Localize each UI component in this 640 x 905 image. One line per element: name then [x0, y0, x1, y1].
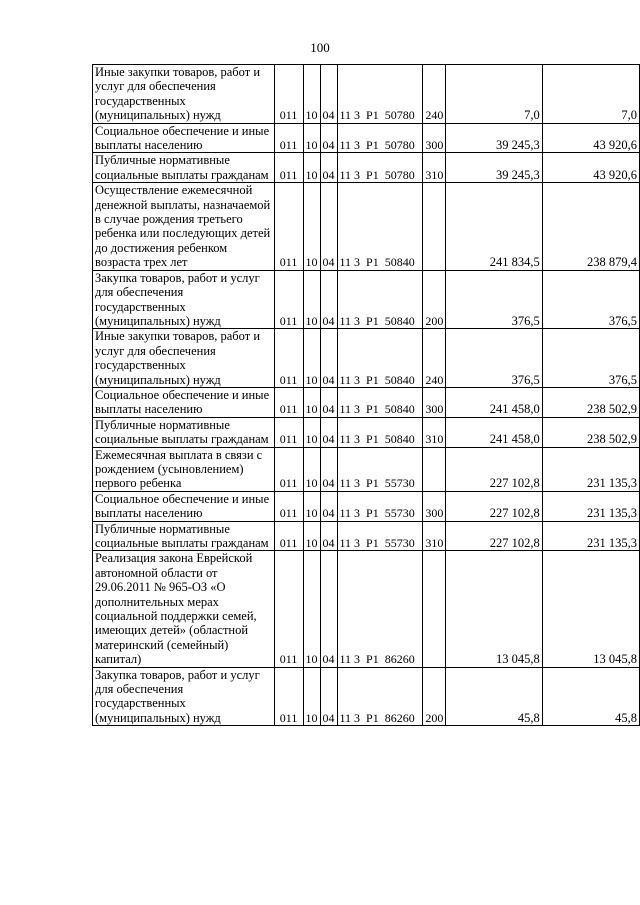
row-sum-year-1: 45,8	[446, 667, 542, 726]
row-target-article-code: 11 3 Р1 50780	[337, 153, 423, 183]
row-section-code: 10	[303, 270, 320, 329]
row-admin-code: 011	[274, 417, 303, 447]
row-expense-type-code: 300	[423, 491, 446, 521]
row-sum-year-2: 238 879,4	[542, 183, 639, 270]
row-sum-year-2: 43 920,6	[542, 153, 639, 183]
row-target-article-code: 11 3 Р1 50840	[337, 387, 423, 417]
row-admin-code: 011	[274, 387, 303, 417]
table-row	[93, 123, 640, 153]
row-name: Осуществление ежемесячной денежной выплаты, назначаемой в случае рождения третьего ребенка или последующих детей до достижения ребенком возраста трех лет	[93, 183, 275, 270]
row-sum-year-1: 227 102,8	[446, 521, 542, 551]
row-section-code: 10	[303, 329, 320, 388]
row-target-article-code: 11 3 Р1 55730	[337, 447, 423, 491]
row-admin-code: 011	[274, 329, 303, 388]
table-row	[93, 447, 640, 491]
row-section-code: 10	[303, 123, 320, 153]
row-subsection-code: 04	[320, 491, 337, 521]
row-section-code: 10	[303, 521, 320, 551]
row-admin-code: 011	[274, 270, 303, 329]
row-name: Закупка товаров, работ и услуг для обеспечения государственных (муниципальных) нужд	[93, 270, 275, 329]
row-subsection-code: 04	[320, 123, 337, 153]
row-target-article-code: 11 3 Р1 55730	[337, 491, 423, 521]
row-admin-code: 011	[274, 123, 303, 153]
row-expense-type-code: 300	[423, 387, 446, 417]
table-row	[93, 153, 640, 183]
table-row	[93, 329, 640, 388]
row-sum-year-1: 13 045,8	[446, 551, 542, 667]
row-name: Социальное обеспечение и иные выплаты населению	[93, 387, 275, 417]
row-section-code: 10	[303, 667, 320, 726]
row-sum-year-1: 376,5	[446, 329, 542, 388]
row-sum-year-1: 227 102,8	[446, 447, 542, 491]
row-sum-year-2: 231 135,3	[542, 521, 639, 551]
row-expense-type-code: 240	[423, 329, 446, 388]
row-expense-type-code	[423, 447, 446, 491]
row-name: Социальное обеспечение и иные выплаты населению	[93, 123, 275, 153]
row-name: Публичные нормативные социальные выплаты гражданам	[93, 417, 275, 447]
row-name: Закупка товаров, работ и услуг для обеспечения государственных (муниципальных) нужд	[93, 667, 275, 726]
row-expense-type-code: 310	[423, 521, 446, 551]
table-row	[93, 387, 640, 417]
row-name: Публичные нормативные социальные выплаты гражданам	[93, 521, 275, 551]
row-sum-year-2: 13 045,8	[542, 551, 639, 667]
row-expense-type-code: 300	[423, 123, 446, 153]
table-row	[93, 417, 640, 447]
budget-table	[92, 64, 640, 726]
row-subsection-code: 04	[320, 329, 337, 388]
row-name: Публичные нормативные социальные выплаты гражданам	[93, 153, 275, 183]
row-sum-year-2: 45,8	[542, 667, 639, 726]
row-admin-code: 011	[274, 521, 303, 551]
row-subsection-code: 04	[320, 387, 337, 417]
row-expense-type-code: 200	[423, 667, 446, 726]
row-admin-code: 011	[274, 153, 303, 183]
table-row	[93, 491, 640, 521]
row-expense-type-code: 310	[423, 153, 446, 183]
table-row	[93, 551, 640, 667]
row-name: Социальное обеспечение и иные выплаты населению	[93, 491, 275, 521]
row-subsection-code: 04	[320, 183, 337, 270]
row-sum-year-2: 231 135,3	[542, 491, 639, 521]
page-number: 100	[310, 40, 330, 55]
row-sum-year-1: 376,5	[446, 270, 542, 329]
table-row	[93, 270, 640, 329]
row-sum-year-2: 238 502,9	[542, 417, 639, 447]
row-admin-code: 011	[274, 667, 303, 726]
row-subsection-code: 04	[320, 417, 337, 447]
row-target-article-code: 11 3 Р1 55730	[337, 521, 423, 551]
table-row	[93, 65, 640, 124]
row-section-code: 10	[303, 491, 320, 521]
row-admin-code: 011	[274, 183, 303, 270]
row-subsection-code: 04	[320, 65, 337, 124]
table-row	[93, 667, 640, 726]
row-expense-type-code	[423, 551, 446, 667]
row-target-article-code: 11 3 Р1 50840	[337, 183, 423, 270]
row-sum-year-1: 227 102,8	[446, 491, 542, 521]
row-section-code: 10	[303, 447, 320, 491]
row-admin-code: 011	[274, 447, 303, 491]
row-name: Иные закупки товаров, работ и услуг для обеспечения государственных (муниципальных) нужд	[93, 65, 275, 124]
row-subsection-code: 04	[320, 447, 337, 491]
row-expense-type-code: 310	[423, 417, 446, 447]
row-subsection-code: 04	[320, 551, 337, 667]
row-expense-type-code	[423, 183, 446, 270]
row-target-article-code: 11 3 Р1 50840	[337, 329, 423, 388]
row-target-article-code: 11 3 Р1 50780	[337, 65, 423, 124]
row-sum-year-2: 376,5	[542, 329, 639, 388]
row-target-article-code: 11 3 Р1 50840	[337, 270, 423, 329]
row-sum-year-1: 39 245,3	[446, 123, 542, 153]
row-sum-year-1: 241 834,5	[446, 183, 542, 270]
row-sum-year-1: 39 245,3	[446, 153, 542, 183]
row-admin-code: 011	[274, 551, 303, 667]
row-admin-code: 011	[274, 491, 303, 521]
row-name: Ежемесячная выплата в связи с рождением (усыновлением) первого ребенка	[93, 447, 275, 491]
table-row	[93, 183, 640, 270]
row-subsection-code: 04	[320, 153, 337, 183]
row-sum-year-2: 43 920,6	[542, 123, 639, 153]
row-target-article-code: 11 3 Р1 50780	[337, 123, 423, 153]
row-expense-type-code: 240	[423, 65, 446, 124]
row-sum-year-2: 238 502,9	[542, 387, 639, 417]
row-section-code: 10	[303, 417, 320, 447]
row-target-article-code: 11 3 Р1 86260	[337, 667, 423, 726]
row-section-code: 10	[303, 183, 320, 270]
row-sum-year-2: 7,0	[542, 65, 639, 124]
row-section-code: 10	[303, 65, 320, 124]
row-subsection-code: 04	[320, 667, 337, 726]
row-subsection-code: 04	[320, 270, 337, 329]
row-sum-year-2: 376,5	[542, 270, 639, 329]
row-name: Реализация закона Еврейской автономной области от 29.06.2011 № 965-ОЗ «О дополнительных мерах социальной поддержки семей, имеющих детей» (областной материнский (семейный) капитал)	[93, 551, 275, 667]
row-subsection-code: 04	[320, 521, 337, 551]
row-sum-year-1: 241 458,0	[446, 387, 542, 417]
row-target-article-code: 11 3 Р1 86260	[337, 551, 423, 667]
row-sum-year-1: 241 458,0	[446, 417, 542, 447]
row-target-article-code: 11 3 Р1 50840	[337, 417, 423, 447]
row-section-code: 10	[303, 153, 320, 183]
row-name: Иные закупки товаров, работ и услуг для обеспечения государственных (муниципальных) нужд	[93, 329, 275, 388]
row-sum-year-1: 7,0	[446, 65, 542, 124]
row-expense-type-code: 200	[423, 270, 446, 329]
table-row	[93, 521, 640, 551]
row-sum-year-2: 231 135,3	[542, 447, 639, 491]
row-section-code: 10	[303, 551, 320, 667]
row-admin-code: 011	[274, 65, 303, 124]
row-section-code: 10	[303, 387, 320, 417]
